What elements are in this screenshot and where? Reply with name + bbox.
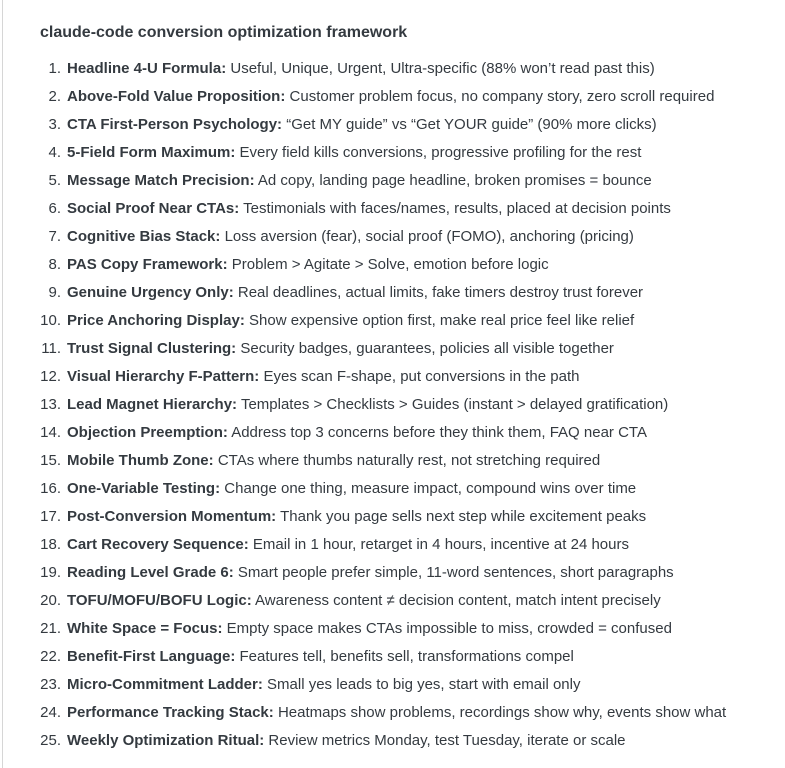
item-number: 2. — [48, 88, 61, 105]
list-item — [40, 699, 767, 727]
item-number: 18. — [40, 536, 61, 553]
list-item — [40, 363, 767, 391]
list-item — [40, 111, 767, 139]
item-text — [67, 335, 614, 363]
list-item — [40, 279, 767, 307]
item-text — [67, 699, 726, 727]
item-number: 14. — [40, 424, 61, 441]
item-description: Eyes scan F-shape, put conversions in the path — [263, 368, 580, 385]
item-description: CTAs where thumbs naturally rest, not stretching required — [217, 452, 601, 469]
item-text — [67, 279, 643, 307]
item-description: Every field kills conversions, progressive profiling for the rest — [239, 144, 642, 161]
item-text — [67, 475, 636, 503]
list-item — [40, 83, 767, 111]
item-text — [67, 391, 668, 419]
item-label: Post-Conversion Momentum: — [67, 508, 277, 525]
item-label: Weekly Optimization Ritual: — [67, 732, 265, 749]
item-label: Headline 4-U Formula: — [67, 60, 227, 77]
item-number: 24. — [40, 704, 61, 721]
list-item — [40, 55, 767, 83]
list-item — [40, 167, 767, 195]
list-item — [40, 419, 767, 447]
item-number: 21. — [40, 620, 61, 637]
list-item — [40, 307, 767, 335]
item-number: 22. — [40, 648, 61, 665]
item-text — [67, 531, 629, 559]
list-item — [40, 559, 767, 587]
item-text — [67, 587, 661, 615]
item-description: Empty space makes CTAs impossible to miss, crowded = confused — [226, 620, 672, 637]
list-item — [40, 223, 767, 251]
item-label: PAS Copy Framework: — [67, 256, 228, 273]
item-text — [67, 363, 579, 391]
item-description: Loss aversion (fear), social proof (FOMO), anchoring (pricing) — [224, 228, 634, 245]
item-text — [67, 83, 714, 111]
item-description: Real deadlines, actual limits, fake timers destroy trust forever — [237, 284, 644, 301]
item-text — [67, 559, 674, 587]
item-label: Message Match Precision: — [67, 172, 255, 189]
framework-list — [40, 55, 767, 755]
item-description: Testimonials with faces/names, results, placed at decision points — [243, 200, 671, 217]
list-item — [40, 587, 767, 615]
item-text — [67, 195, 671, 223]
item-number: 23. — [40, 676, 61, 693]
item-number: 13. — [40, 396, 61, 413]
item-label: Genuine Urgency Only: — [67, 284, 234, 301]
item-description: Smart people prefer simple, 11-word sentences, short paragraphs — [237, 564, 674, 581]
list-item — [40, 139, 767, 167]
list-item — [40, 195, 767, 223]
item-text — [67, 419, 647, 447]
item-text — [67, 727, 626, 755]
item-number: 1. — [48, 60, 61, 77]
item-number: 12. — [40, 368, 61, 385]
item-text — [67, 223, 634, 251]
item-label: Mobile Thumb Zone: — [67, 452, 214, 469]
list-item — [40, 727, 767, 755]
item-description: Change one thing, measure impact, compound wins over time — [224, 480, 637, 497]
item-number: 17. — [40, 508, 61, 525]
item-description: Ad copy, landing page headline, broken promises = bounce — [257, 172, 652, 189]
item-description: Address top 3 concerns before they think them, FAQ near CTA — [231, 424, 647, 441]
item-text — [67, 139, 641, 167]
item-label: Performance Tracking Stack: — [67, 704, 274, 721]
list-item — [40, 643, 767, 671]
item-number: 11. — [41, 340, 61, 357]
item-label: Lead Magnet Hierarchy: — [67, 396, 238, 413]
item-description: Email in 1 hour, retarget in 4 hours, incentive at 24 hours — [252, 536, 629, 553]
item-description: Review metrics Monday, test Tuesday, iterate or scale — [268, 732, 626, 749]
page-title: claude-code conversion optimization framework — [40, 24, 408, 41]
item-label: White Space = Focus: — [67, 620, 223, 637]
item-number: 25. — [40, 732, 61, 749]
item-description: Small yes leads to big yes, start with email only — [267, 676, 581, 693]
item-description: Thank you page sells next step while excitement peaks — [280, 508, 647, 525]
item-description: Security badges, guarantees, policies all visible together — [240, 340, 614, 357]
list-item — [40, 335, 767, 363]
item-text — [67, 643, 574, 671]
item-description: Problem > Agitate > Solve, emotion before logic — [231, 256, 549, 273]
item-number: 4. — [48, 144, 61, 161]
item-number: 19. — [40, 564, 61, 581]
item-label: Reading Level Grade 6: — [67, 564, 234, 581]
list-item — [40, 615, 767, 643]
item-label: CTA First-Person Psychology: — [67, 116, 283, 133]
item-label: Trust Signal Clustering: — [67, 340, 237, 357]
item-label: One-Variable Testing: — [67, 480, 221, 497]
item-description: Useful, Unique, Urgent, Ultra-specific (88% won’t read past this) — [230, 60, 655, 77]
item-number: 6. — [48, 200, 61, 217]
item-number: 3. — [48, 116, 61, 133]
item-number: 20. — [40, 592, 61, 609]
item-number: 7. — [48, 228, 61, 245]
item-text — [67, 307, 634, 335]
item-text — [67, 447, 600, 475]
list-item — [40, 251, 767, 279]
item-description: Templates > Checklists > Guides (instant > delayed gratification) — [240, 396, 669, 413]
item-number: 16. — [40, 480, 61, 497]
list-item — [40, 503, 767, 531]
item-label: Visual Hierarchy F-Pattern: — [67, 368, 260, 385]
list-item — [40, 531, 767, 559]
item-description: Customer problem focus, no company story, zero scroll required — [289, 88, 715, 105]
item-description: Show expensive option first, make real price feel like relief — [249, 312, 635, 329]
item-description: Awareness content ≠ decision content, match intent precisely — [255, 592, 661, 609]
item-text — [67, 671, 580, 699]
item-text — [67, 503, 646, 531]
item-number: 8. — [48, 256, 61, 273]
item-text — [67, 111, 657, 139]
list-item — [40, 447, 767, 475]
item-text — [67, 167, 652, 195]
item-label: TOFU/MOFU/BOFU Logic: — [67, 592, 252, 609]
list-item — [40, 475, 767, 503]
list-item — [40, 671, 767, 699]
item-description: Features tell, benefits sell, transformations compel — [239, 648, 574, 665]
item-label: Above-Fold Value Proposition: — [67, 88, 286, 105]
item-label: Micro-Commitment Ladder: — [67, 676, 263, 693]
item-number: 9. — [48, 284, 61, 301]
item-description: “Get MY guide” vs “Get YOUR guide” (90% more clicks) — [286, 116, 657, 133]
item-description: Heatmaps show problems, recordings show why, events show what — [277, 704, 727, 721]
item-number: 10. — [40, 312, 61, 329]
item-number: 5. — [48, 172, 61, 189]
item-text — [67, 615, 672, 643]
item-label: Cognitive Bias Stack: — [67, 228, 221, 245]
item-label: Benefit-First Language: — [67, 648, 236, 665]
item-label: 5-Field Form Maximum: — [67, 144, 236, 161]
left-edge-divider — [2, 0, 3, 768]
item-label: Price Anchoring Display: — [67, 312, 245, 329]
item-label: Social Proof Near CTAs: — [67, 200, 240, 217]
item-label: Cart Recovery Sequence: — [67, 536, 249, 553]
list-item — [40, 391, 767, 419]
item-number: 15. — [40, 452, 61, 469]
item-text — [67, 55, 655, 83]
item-text — [67, 251, 549, 279]
item-label: Objection Preemption: — [67, 424, 228, 441]
